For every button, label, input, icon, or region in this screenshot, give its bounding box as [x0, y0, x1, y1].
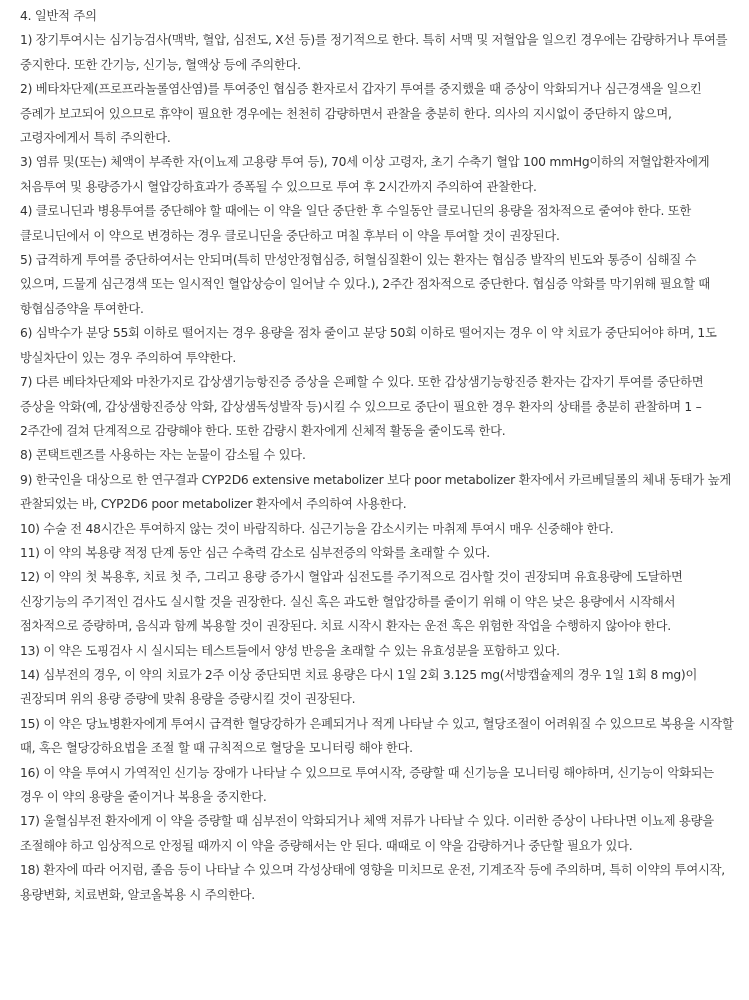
precaution-item-2: 2) 베타차단제(프로프라놀롤염산염)를 투여중인 협심증 환자로서 갑자기 투여를 중지했을 때 증상이 악화되거나 심근경색을 일으킨 증례가 보고되어 있으므로 휴약이 필요한 경우에는 천천히 감량하면서 관찰을 충분히 한다. 의사의 지시없이 중단하지 않으며, 고령자에게서 특히 주의한다. — [20, 82, 702, 146]
precaution-item-3: 3) 염류 및(또는) 체액이 부족한 자(이뇨제 고용량 투여 등), 70세 이상 고령자, 초기 수축기 혈압 100 mmHg이하의 저혈압환자에게 처음투여 및 용량증가시 혈압강하효과가 증폭될 수 있으므로 투여 후 2시간까지 주의하여 관찰한다. — [20, 155, 710, 194]
precaution-list — [20, 28, 735, 907]
precaution-item-4: 4) 클로니딘과 병용투여를 중단해야 할 때에는 이 약을 일단 중단한 후 수일동안 클로니딘의 용량을 점차적으로 줄여야 한다. 또한 클로니딘에서 이 약으로 변경하는 경우 클로니딘을 중단하고 며칠 후부터 이 약을 투여할 것이 권장된다. — [20, 204, 692, 243]
precaution-item-17: 17) 울혈심부전 환자에게 이 약을 증량할 때 심부전이 악화되거나 체액 저류가 나타날 수 있다. 이러한 증상이 나타나면 이뇨제 용량을 조절해야 하고 임상적으로 안정될 때까지 이 약을 증량해서는 안 된다. 때때로 이 약을 감량하거나 중단할 필요가 있다. — [20, 814, 714, 853]
precaution-item-8: 8) 콘택트렌즈를 사용하는 자는 눈물이 감소될 수 있다. — [20, 448, 306, 463]
section-title: 4. 일반적 주의 — [20, 9, 97, 23]
precaution-item-6: 6) 심박수가 분당 55회 이하로 떨어지는 경우 용량을 점차 줄이고 분당 50회 이하로 떨어지는 경우 이 약 치료가 중단되어야 하며, 1도 방실차단이 있는 경우 주의하여 투약한다. — [20, 326, 717, 365]
precaution-item-12: 12) 이 약의 첫 복용후, 치료 첫 주, 그리고 용량 증가시 혈압과 심전도를 주기적으로 검사할 것이 권장되며 유효용량에 도달하면 신장기능의 주기적인 검사도 실시할 것을 권장한다. 실신 혹은 과도한 혈압강하를 줄이기 위해 이 약은 낮은 용량에서 시작해서 점차적으로 증량하며, 음식과 함께 복용할 것이 권장된다. 치료 시작시 환자는 운전 혹은 위험한 작업을 수행하지 않아야 한다. — [20, 570, 683, 634]
precaution-item-5: 5) 급격하게 투여를 중단하여서는 안되며(특히 만성안정협심증, 허혈심질환이 있는 환자는 협심증 발작의 빈도와 통증이 심해질 수 있으며, 드물게 심근경색 또는 일시적인 혈압상승이 일어날 수 있다.), 2주간 점차적으로 중단한다. 협심증 악화를 막기위해 필요할 때 항협심증약을 투여한다. — [20, 253, 710, 316]
precaution-item-10: 10) 수술 전 48시간은 투여하지 않는 것이 바람직하다. 심근기능을 감소시키는 마취제 투여시 매우 신중해야 한다. — [20, 521, 614, 536]
precaution-item-16: 16) 이 약을 투여시 가역적인 신기능 장애가 나타날 수 있으므로 투여시작, 증량할 때 신기능을 모니터링 해야하며, 신기능이 악화되는 경우 이 약의 용량을 줄이거나 복용을 중지한다. — [20, 765, 714, 804]
precaution-item-7: 7) 다른 베타차단제와 마찬가지로 갑상샘기능항진증 증상을 은폐할 수 있다. 또한 갑상샘기능항진증 환자는 갑자기 투여를 중단하면 증상을 악화(예, 갑상샘항진증상 악화, 갑상샘독성발작 등)시킬 수 있으므로 중단이 필요한 경우 환자의 상태를 충분히 관찰하며 1 – 2주간에 걸쳐 단계적으로 감량해야 한다. 또한 감량시 환자에게 신체적 활동을 줄이도록 한다. — [20, 375, 704, 438]
precaution-item-9: 9) 한국인을 대상으로 한 연구결과 CYP2D6 extensive metabolizer 보다 poor metabolizer 환자에서 카르베딜롤의 체내 동태가 높게 관찰되었는 바, CYP2D6 poor metabolizer 환자에서 주의하여 사용한다. — [20, 472, 731, 512]
precaution-item-1: 1) 장기투여시는 심기능검사(맥박, 혈압, 심전도, X선 등)를 정기적으로 한다. 특히 서맥 및 저혈압을 일으킨 경우에는 감량하거나 투여를 중지한다. 또한 간기능, 신기능, 혈액상 등에 주의한다. — [20, 33, 728, 72]
precaution-item-18: 18) 환자에 따라 어지럼, 졸음 등이 나타날 수 있으며 각성상태에 영향을 미치므로 운전, 기계조작 등에 주의하며, 특히 이약의 투여시작, 용량변화, 치료변화, 알코올복용 시 주의한다. — [20, 863, 725, 902]
precaution-item-13: 13) 이 약은 도핑검사 시 실시되는 테스트들에서 양성 반응을 초래할 수 있는 유효성분을 포함하고 있다. — [20, 643, 560, 658]
precaution-item-11: 11) 이 약의 복용량 적정 단계 동안 심근 수축력 감소로 심부전증의 악화를 초래할 수 있다. — [20, 545, 490, 560]
precaution-item-15: 15) 이 약은 당뇨병환자에게 투여시 급격한 혈당강하가 은폐되거나 적게 나타날 수 있고, 혈당조절이 어려워질 수 있으므로 복용을 시작할 때, 혹은 혈당강하요법을 조절 할 때 규칙적으로 혈당을 모니터링 해야 한다. — [20, 716, 734, 756]
precaution-item-14: 14) 심부전의 경우, 이 약의 치료가 2주 이상 중단되면 치료 용량은 다시 1일 2회 3.125 mg(서방캡슐제의 경우 1일 1회 8 mg)이 권장되며 위의 용량 증량에 맞춰 용량을 증량시킬 것이 권장된다. — [20, 667, 698, 707]
